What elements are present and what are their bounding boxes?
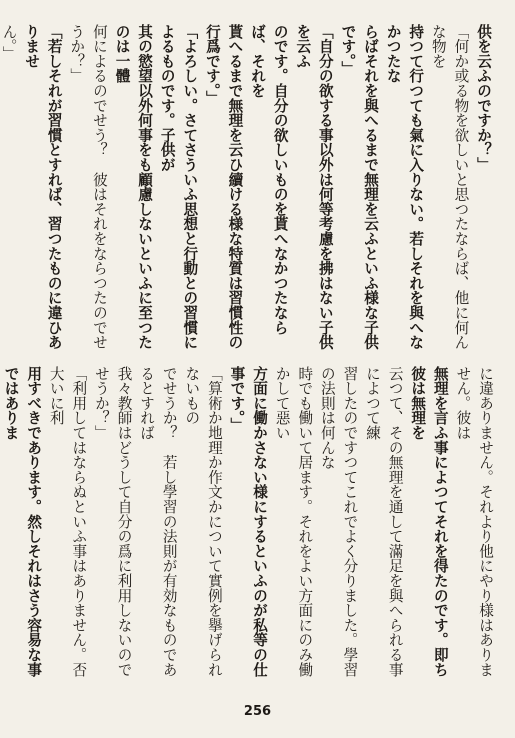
text-column: 「算術か地理か作文かについて實例を擧げられないもの xyxy=(183,366,223,677)
text-column: 「若しそれが習慣とすれば、習つたものに違ひありませ xyxy=(23,24,63,350)
text-column: 我々教師はどうして自分の爲に利用しないのでせうか？」 xyxy=(92,366,133,677)
text-column: 「自分の欲する事以外は何等考慮を拂はない子供を云ふ xyxy=(294,24,334,350)
text-column: らばそれを與へるまで無理を云ふといふ様な子供です。」 xyxy=(339,24,380,350)
text-column: 「何か或る物を欲しいと思つたならば、他に何んな物を xyxy=(429,24,470,350)
text-column: ん。」 xyxy=(0,24,18,62)
text-column: 「よろしい。さてさういふ思想と行動との習慣によるものです。子供が xyxy=(158,24,199,350)
text-column: 時でも働いて居ます。それをよい方面にのみ働かして惡い xyxy=(273,366,314,677)
text-column: 云つて、その無理を通して滿足を與へられる事によつて練 xyxy=(364,366,404,677)
text-column: 習したのですつてこれでよく分りました。學習の法則は何んな xyxy=(318,366,359,677)
text-column: 何によるのでせう？ 彼はそれをならつたのでせうか？」 xyxy=(68,24,108,350)
text-column: 「利用してはならぬといふ事はありません。否大いに利 xyxy=(47,366,88,677)
text-column: 其の慾望以外何事をも顧慮しないといふに至つたのは一體 xyxy=(113,24,154,350)
text-column: 無理を言ふ事によつてそれを得たのです。即ち彼は無理を xyxy=(409,366,449,677)
text-column: に違ありません。それより他にやり様はありません。彼は xyxy=(454,366,494,677)
text-column: 用すべきであります。然しそれはさう容易な事ではありま xyxy=(2,366,43,677)
text-column: のです。自分の欲しいものを貰へなかつたならば、それを xyxy=(249,24,289,335)
text-column: 持つて行つても氣に入りない。若しそれを與へなかつたな xyxy=(384,24,425,350)
text-column: 方面に働かさない様にするといふのが私等の仕事です。」 xyxy=(228,366,269,677)
text-column: 供を云ふのですか？」 xyxy=(475,24,492,172)
page-number: 256 xyxy=(243,704,272,719)
text-column: でせうか？ 若し學習の法則が有効なものであるとすれば xyxy=(138,366,178,677)
lower-text-block xyxy=(2,366,496,684)
text-column: 貰へるまで無理を云ひ續ける様な特質は習慣性の行爲です。」 xyxy=(203,24,244,350)
upper-text-block xyxy=(0,24,494,362)
